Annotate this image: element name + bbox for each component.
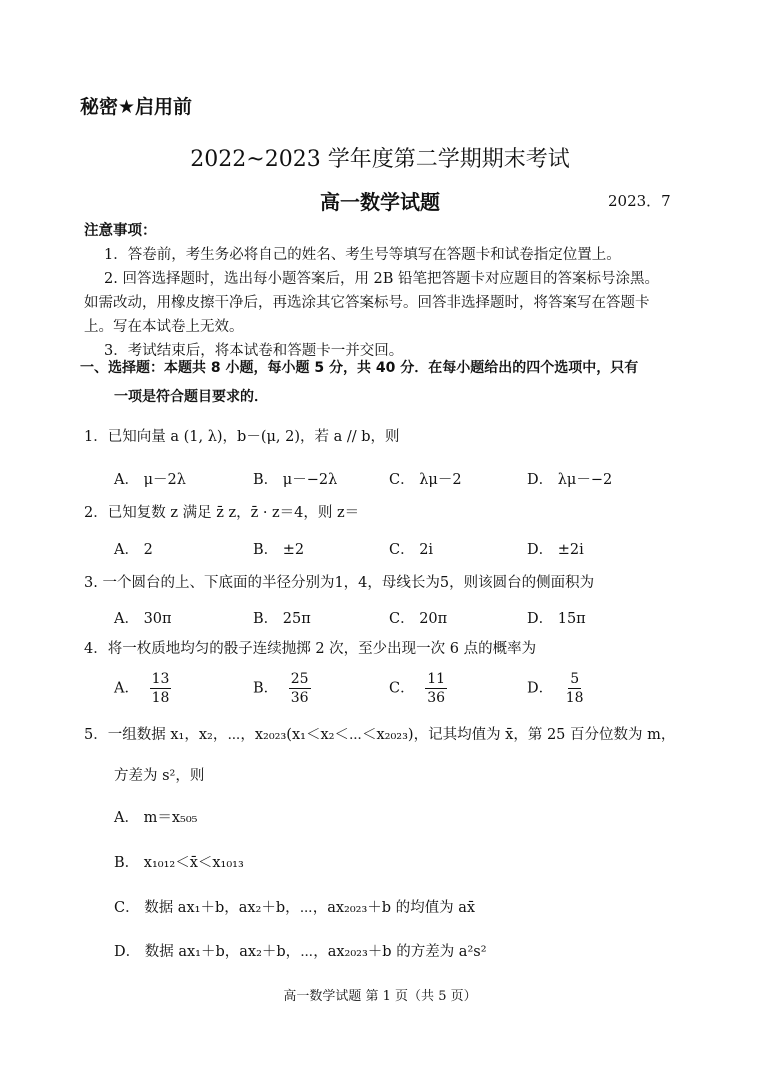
question-2-stem: 2．已知复数 z 满足 z̄ z，z̄ · z＝4，则 z＝ [84,505,360,521]
question-5-option-c: C． 数据 ax₁＋b，ax₂＋b，⋯，ax₂₀₂₃＋b 的均值为 ax̄ [114,900,476,916]
question-5-option-d: D． 数据 ax₁＋b，ax₂＋b，⋯，ax₂₀₂₃＋b 的方差为 a²s² [114,944,487,960]
option-label: A． [114,680,139,697]
question-1-option-c: C． λμ－2 [389,472,462,488]
numerator: 13 [151,671,170,687]
confidential-label: 秘密★启用前 [80,96,193,118]
numerator: 11 [427,671,446,687]
option-label: C． [389,680,415,697]
question-2-option-c: C． 2i [389,542,434,558]
question-4-option-b [253,670,311,707]
question-4-option-d [527,670,586,707]
paper-title: 高一数学试题 [320,190,440,214]
question-4-stem: 4．将一枚质地均匀的骰子连续抛掷 2 次，至少出现一次 6 点的概率为 [84,641,537,657]
question-5-stem: 5．一组数据 x₁，x₂，⋯，x₂₀₂₃(x₁＜x₂＜⋯＜x₂₀₂₃)，记其均值为 x̄，第 25 百分位数为 m， [84,727,676,743]
denominator: 18 [565,690,584,706]
option-label: D． [527,680,554,697]
question-5-option-b: B． x₁₀₁₂＜x̄＜x₁₀₁₃ [114,855,244,871]
question-1-option-a: A． μ－2λ [114,472,186,488]
question-1-stem: 1．已知向量 a (1, λ)，b－(μ, 2)，若 a // b，则 [84,429,400,445]
denominator: 36 [290,690,309,706]
page-footer: 高一数学试题 第 1 页（共 5 页） [283,989,477,1004]
question-3-option-c: C． 20π [389,611,448,627]
section-1-heading: 一、选择题：本题共 8 小题，每小题 5 分，共 40 分．在每小题给出的四个选项中，只有 [80,360,639,376]
question-5-stem-cont: 方差为 s²，则 [114,768,205,784]
option-label: B． [253,680,279,697]
note-item-1: 1．答卷前，考生务必将自己的姓名、考生号等填写在答题卡和试卷指定位置上。 [104,247,621,263]
question-3-option-b: B． 25π [253,611,311,627]
question-3-option-a: A． 30π [114,611,172,627]
question-3-stem: 3. 一个圆台的上、下底面的半径分别为1，4，母线长为5，则该圆台的侧面积为 [84,575,595,591]
denominator: 36 [427,690,446,706]
question-4-option-a [114,670,171,707]
question-2-option-b: B． ±2 [253,542,305,558]
question-4-option-c [389,670,447,707]
notes-title: 注意事项： [84,223,157,239]
question-3-option-d: D． 15π [527,611,586,627]
fraction [150,670,172,707]
note-item-2-end: 上。写在本试卷上无效。 [84,319,244,335]
fraction [289,670,311,707]
question-1-option-b: B． μ－−2λ [253,472,338,488]
note-item-3: 3．考试结束后，将本试卷和答题卡一并交回。 [104,343,404,359]
question-5-option-a: A． m＝x₅₀₅ [114,810,198,826]
question-2-option-a: A． 2 [114,542,153,558]
exam-date: 2023．7 [608,192,671,210]
fraction [564,670,586,707]
numerator: 25 [290,671,309,687]
denominator: 18 [151,690,170,706]
question-2-option-d: D． ±2i [527,542,584,558]
question-1-option-d: D． λμ－−2 [527,472,613,488]
section-1-heading-cont: 一项是符合题目要求的． [114,389,268,405]
numerator: 5 [570,671,580,687]
exam-title: 2022~2023 学年度第二学期期末考试 [190,147,570,172]
note-item-2: 2. 回答选择题时，选出每小题答案后，用 2B 铅笔把答题卡对应题目的答案标号涂黑。 [104,271,660,287]
note-item-2-cont: 如需改动，用橡皮擦干净后，再选涂其它答案标号。回答非选择题时，将答案写在答题卡 [84,295,650,311]
fraction [425,670,447,707]
